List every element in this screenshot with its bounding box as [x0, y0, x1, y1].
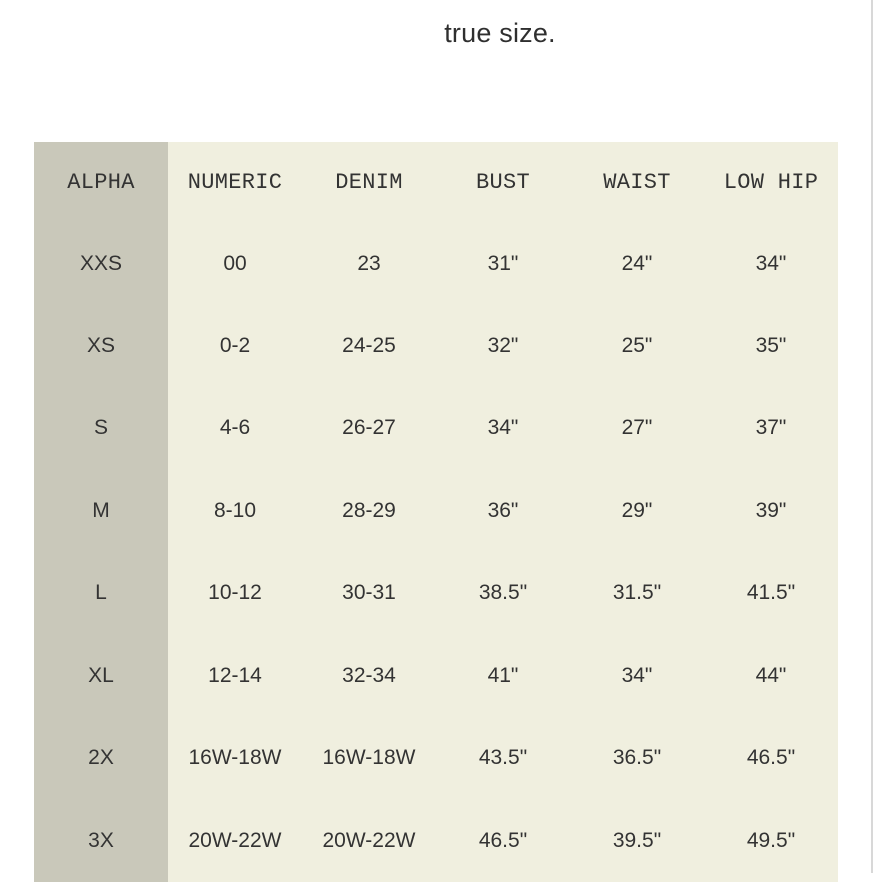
cell-bust: 34": [487, 416, 519, 440]
cell-alpha: 2X: [34, 717, 168, 799]
cell-denim: 26-27: [342, 416, 396, 440]
cell-bust: 38.5": [478, 581, 528, 605]
cell-denim: 28-29: [342, 498, 396, 522]
header-bust: BUST: [475, 169, 530, 195]
cell-waist: 29": [621, 498, 653, 522]
table-row: [34, 305, 838, 387]
cell-alpha: XL: [34, 635, 168, 717]
table-row: [34, 552, 838, 634]
cell-denim: 24-25: [342, 334, 396, 358]
cell-alpha: 3X: [34, 799, 168, 882]
table-row: [34, 387, 838, 469]
header-waist: WAIST: [603, 169, 671, 195]
cell-denim: 32-34: [342, 663, 396, 687]
header-alpha: ALPHA: [34, 142, 168, 222]
header-low-hip: LOW HIP: [723, 169, 819, 195]
intro-text: true size.: [444, 18, 556, 48]
cell-denim: 16W-18W: [322, 746, 416, 770]
cell-low-hip: 39": [755, 498, 787, 522]
cell-low-hip: 37": [755, 416, 787, 440]
cell-numeric: 0-2: [219, 334, 251, 358]
cell-low-hip: 46.5": [746, 746, 796, 770]
table-row: [34, 222, 838, 304]
header-row: [34, 142, 838, 222]
cell-numeric: 12-14: [208, 663, 262, 687]
cell-low-hip: 34": [755, 251, 787, 275]
cell-low-hip: 35": [755, 334, 787, 358]
cell-bust: 41": [487, 663, 519, 687]
cell-alpha: XS: [34, 305, 168, 387]
cell-waist: 24": [621, 251, 653, 275]
cell-bust: 31": [487, 251, 519, 275]
cell-denim: 20W-22W: [322, 828, 416, 852]
cell-alpha: M: [34, 470, 168, 552]
cell-numeric: 4-6: [219, 416, 251, 440]
cell-alpha: S: [34, 387, 168, 469]
cell-low-hip: 44": [755, 663, 787, 687]
cell-bust: 43.5": [478, 746, 528, 770]
cell-low-hip: 49.5": [746, 828, 796, 852]
table-row: [34, 799, 838, 882]
cell-denim: 23: [357, 251, 381, 275]
header-numeric: NUMERIC: [187, 169, 283, 195]
cell-denim: 30-31: [342, 581, 396, 605]
cell-low-hip: 41.5": [746, 581, 796, 605]
cell-waist: 34": [621, 663, 653, 687]
cell-waist: 27": [621, 416, 653, 440]
cell-numeric: 20W-22W: [188, 828, 282, 852]
cell-numeric: 16W-18W: [188, 746, 282, 770]
cell-bust: 46.5": [478, 828, 528, 852]
cell-waist: 36.5": [612, 746, 662, 770]
table-row: [34, 717, 838, 799]
cell-alpha: XXS: [34, 222, 168, 304]
cell-numeric: 10-12: [208, 581, 262, 605]
cell-numeric: 00: [223, 251, 247, 275]
header-denim: DENIM: [335, 169, 403, 195]
cell-numeric: 8-10: [213, 498, 257, 522]
size-chart-table: [34, 142, 838, 882]
table-row: [34, 635, 838, 717]
cell-bust: 36": [487, 498, 519, 522]
cell-waist: 25": [621, 334, 653, 358]
cell-waist: 31.5": [612, 581, 662, 605]
table-row: [34, 470, 838, 552]
cell-alpha: L: [34, 552, 168, 634]
cell-waist: 39.5": [612, 828, 662, 852]
cell-bust: 32": [487, 334, 519, 358]
